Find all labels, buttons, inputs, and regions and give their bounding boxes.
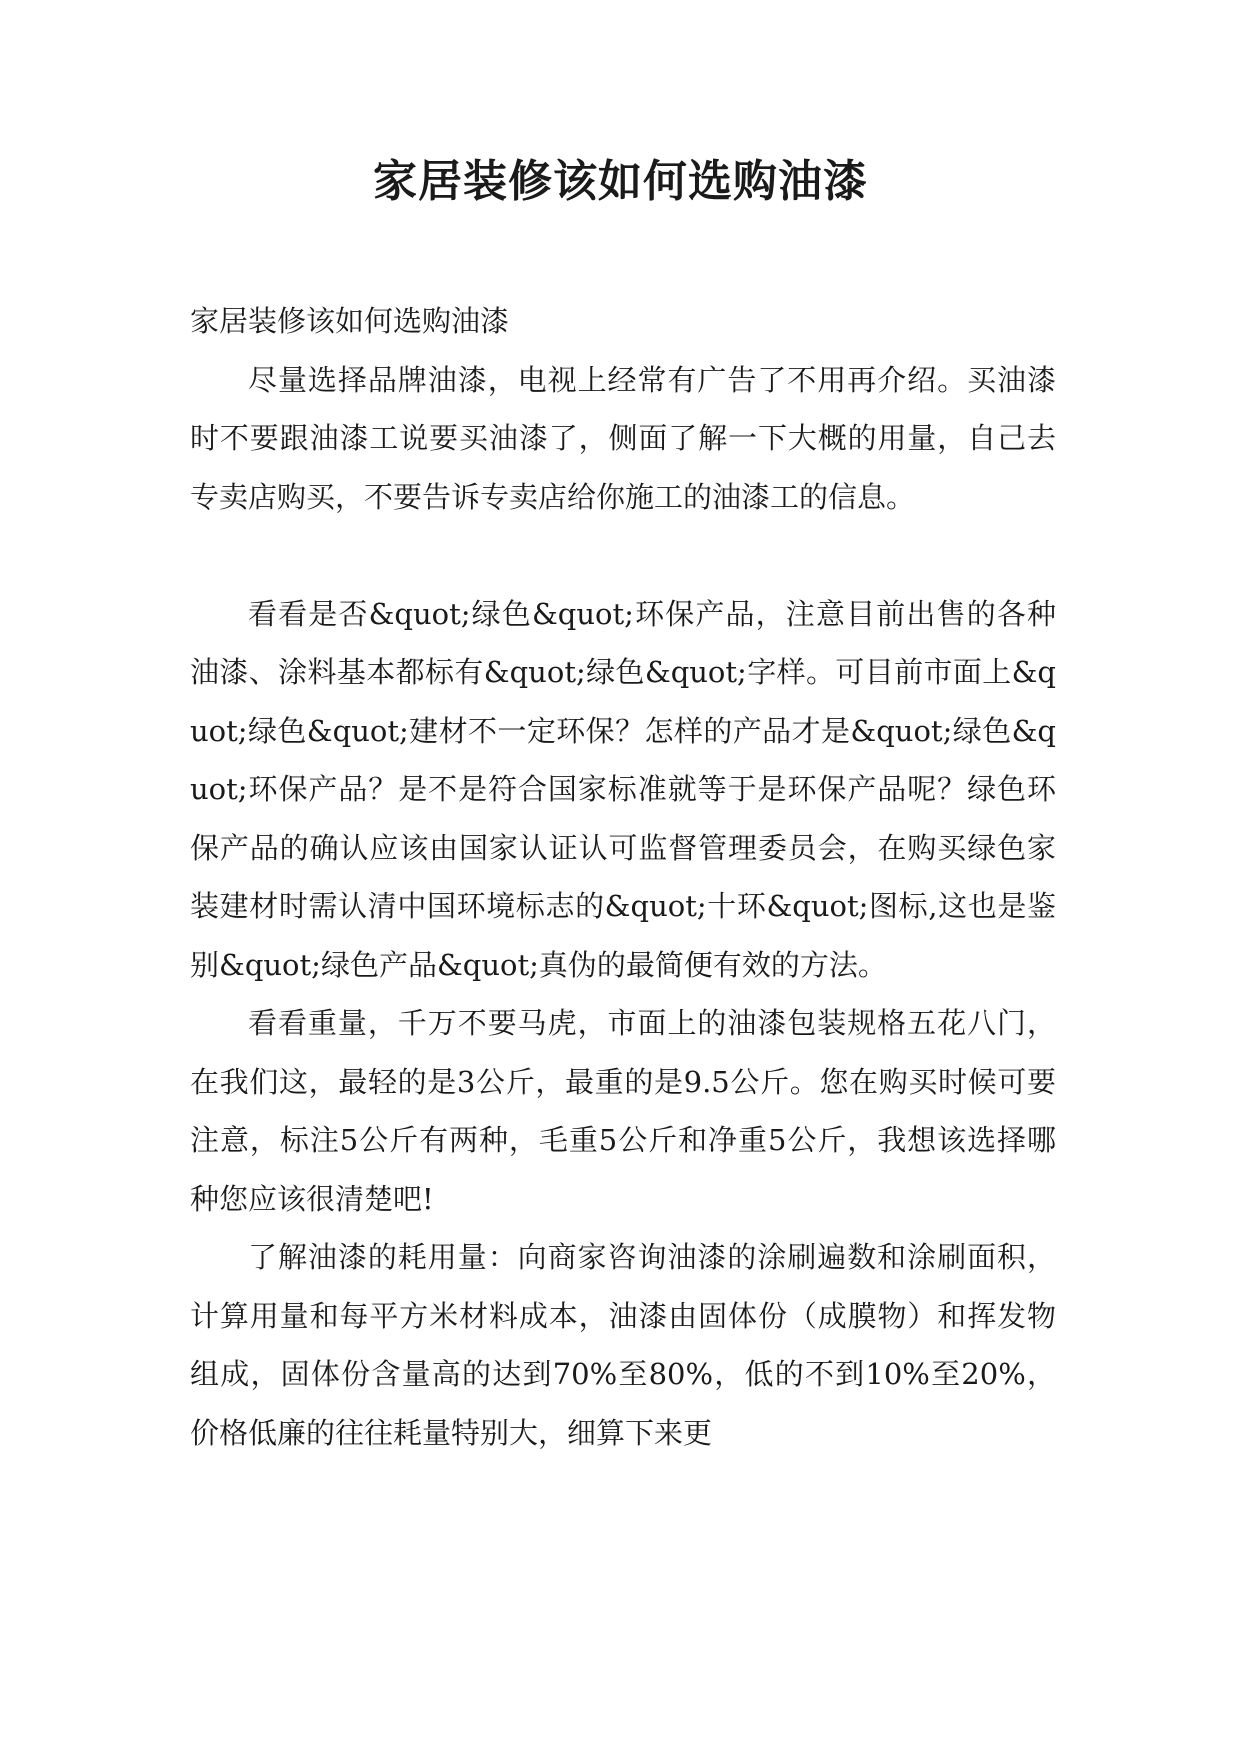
paragraph-spacer: [190, 526, 1056, 585]
paragraph-consumption: 了解油漆的耗用量：向商家咨询油漆的涂刷遍数和涂刷面积，计算用量和每平方米材料成本，油漆由固体份（成膜物）和挥发物组成，固体份含量高的达到70%至80%，低的不到10%至20%，价格低廉的往往耗量特别大，细算下来更: [190, 1240, 1056, 1450]
paragraph-weight: 看看重量，千万不要马虎，市面上的油漆包装规格五花八门，在我们这，最轻的是3公斤，最重的是9.5公斤。您在购买时候可要注意，标注5公斤有两种，毛重5公斤和净重5公斤，我想该选择哪种您应该很清楚吧!: [190, 1006, 1056, 1216]
document-body: [190, 292, 1056, 1462]
paragraph-green-products: 看看是否&quot;绿色&quot;环保产品，注意目前出售的各种油漆、涂料基本都标有&quot;绿色&quot;字样。可目前市面上&quot;绿色&quot;建材不一定环保？怎样的产品才是&quot;绿色&quot;环保产品？是不是符合国家标准就等于是环保产品呢？绿色环保产品的确认应该由国家认证认可监督管理委员会，在购买绿色家装建材时需认清中国环境标志的&quot;十环&quot;图标,这也是鉴别&quot;绿色产品&quot;真伪的最简便有效的方法。: [190, 596, 1056, 982]
document-title: 家居装修该如何选购油漆: [373, 156, 868, 207]
document-subtitle: 家居装修该如何选购油漆: [190, 304, 510, 338]
paragraph-brand-paint: 尽量选择品牌油漆，电视上经常有广告了不用再介绍。买油漆时不要跟油漆工说要买油漆了，侧面了解一下大概的用量，自己去专卖店购买，不要告诉专卖店给你施工的油漆工的信息。: [190, 362, 1056, 514]
